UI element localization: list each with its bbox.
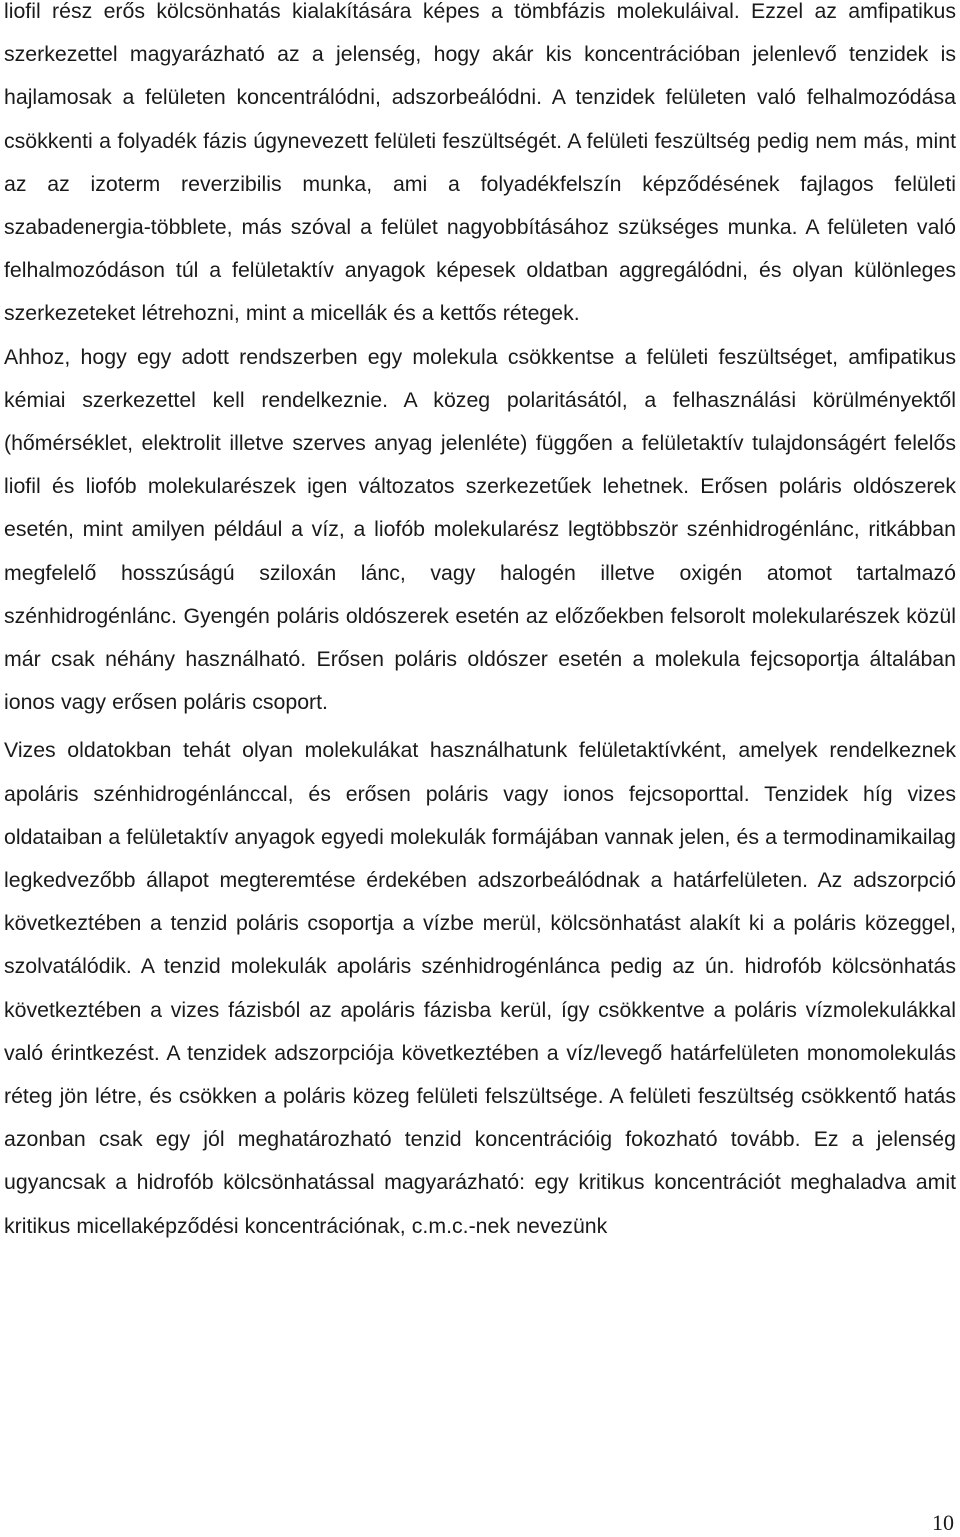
paragraph-3: Vizes oldatokban tehát olyan molekulákat használhatunk felületaktívként, amelyek rendelkeznek apoláris szénhidrogénlánccal, és erősen poláris vagy ionos fejcsoporttal. Tenzidek híg vizes oldataiban a felületaktív anyagok egyedi molekulák formájában vannak jelen, és a termodinamikailag legkedvezőbb állapot megteremtése érdekében adszorbeálódnak a határfelületen. Az adszorpció következtében a tenzid poláris csoportja a vízbe merül, kölcsönhatást alakít ki a poláris közeggel, szolvatálódik. A tenzid molekulák apoláris szénhidrogénlánca pedig az ún. hidrofób kölcsönhatás következtében a vizes fázisból az apoláris fázisba kerül, így csökkentve a poláris vízmolekulákkal való érintkezést. A tenzidek adszorpciója következtében a víz/levegő határfelületen monomolekulás réteg jön létre, és csökken a poláris közeg felületi felszültsége. A felületi feszültség csökkentő hatás azonban csak egy jól meghatározható tenzid koncentrációig fokozható tovább. Ez a jelenség ugyancsak a hidrofób kölcsönhatással magyarázható: egy kritikus koncentrációt meghaladva amit kritikus micellaképződési koncentrációnak, c.m.c.-nek nevezünk: [4, 738, 956, 1238]
document-page: [4, 0, 956, 1537]
paragraph-2: Ahhoz, hogy egy adott rendszerben egy molekula csökkentse a felületi feszültséget, amfipatikus kémiai szerkezettel kell rendelkeznie. A közeg polaritásától, a felhasználási körülményektől (hőmérséklet, elektrolit illetve szerves anyag jelenléte) függően a felületaktív tulajdonságért felelős liofil és liofób molekularészek igen változatos szerkezetűek lehetnek. Erősen poláris oldószerek esetén, mint amilyen például a víz, a liofób molekularész legtöbbször szénhidrogénlánc, ritkábban megfelelő hosszúságú sziloxán lánc, vagy halogén illetve oxigén atomot tartalmazó szénhidrogénlánc. Gyengén poláris oldószerek esetén az előzőekben felsorolt molekularészek közül már csak néhány használható. Erősen poláris oldószer esetén a molekula fejcsoportja általában ionos vagy erősen poláris csoport.: [4, 344, 956, 715]
page-number: 10: [932, 1510, 954, 1535]
paragraph-1: liofil rész erős kölcsönhatás kialakítására képes a tömbfázis molekuláival. Ezzel az amfipatikus szerkezettel magyarázható az a jelenség, hogy akár kis koncentrációban jelenlevő tenzidek is hajlamosak a felületen koncentrálódni, adszorbeálódni. A tenzidek felületen való felhalmozódása csökkenti a folyadék fázis úgynevezett felületi feszültségét. A felületi feszültség pedig nem más, mint az az izoterm reverzibilis munka, ami a folyadékfelszín képződésének fajlagos felületi szabadenergia-többlete, más szóval a felület nagyobbításához szükséges munka. A felületen való felhalmozódáson túl a felületaktív anyagok képesek oldatban aggregálódni, és olyan különleges szerkezeteket létrehozni, mint a micellák és a kettős rétegek.: [4, 0, 956, 326]
